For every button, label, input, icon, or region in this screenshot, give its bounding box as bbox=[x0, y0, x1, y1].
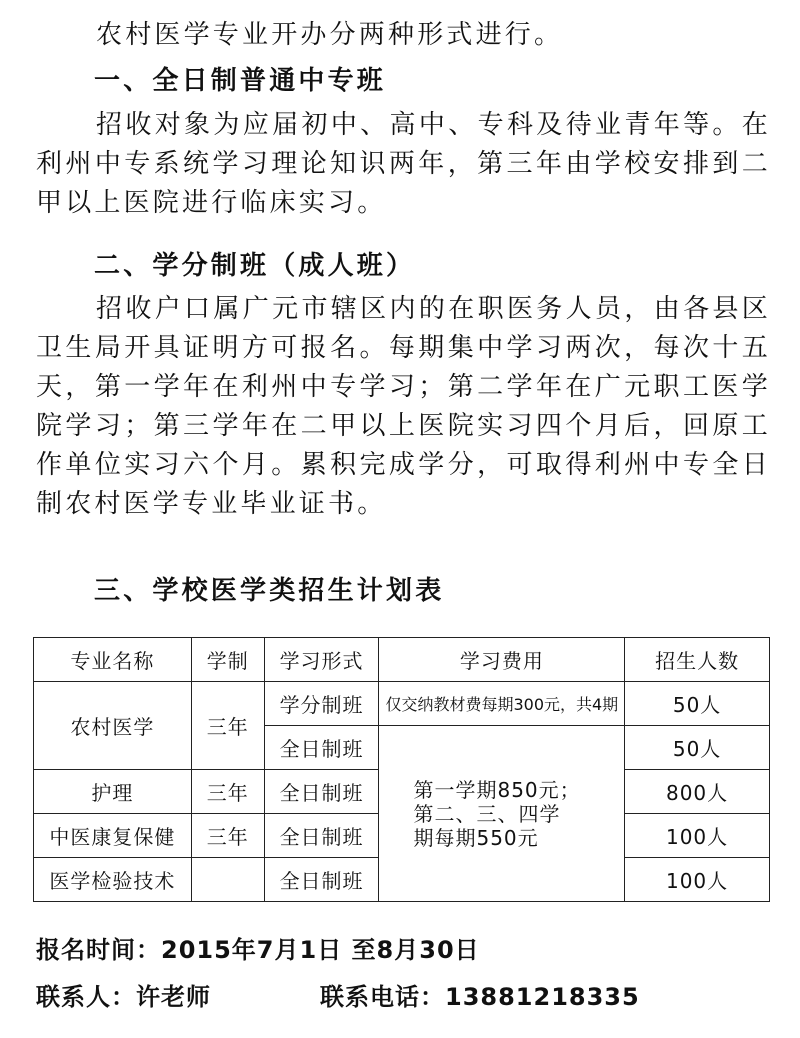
enrollment-plan-table bbox=[33, 637, 770, 902]
fee-line: 第二、三、四学 bbox=[413, 801, 561, 826]
cell-major: 农村医学 bbox=[34, 682, 192, 770]
cell-form: 学分制班 bbox=[264, 682, 379, 726]
table-row bbox=[34, 682, 770, 726]
table-header-row bbox=[34, 638, 770, 682]
header-fee: 学习费用 bbox=[379, 638, 625, 682]
cell-form: 全日制班 bbox=[264, 726, 379, 770]
cell-duration bbox=[191, 858, 264, 902]
cell-count: 50人 bbox=[625, 682, 770, 726]
cell-count: 50人 bbox=[625, 726, 770, 770]
cell-form: 全日制班 bbox=[264, 814, 379, 858]
header-major: 专业名称 bbox=[34, 638, 192, 682]
cell-fee: 仅交纳教材费每期300元，共4期 bbox=[379, 682, 625, 726]
section2-body: 招收户口属广元市辖区内的在职医务人员，由各县区卫生局开具证明方可报名。每期集中学习两次，每次十五天，第一学年在利州中专学习；第二学年在广元职工医学院学习；第三学年在二甲以上医院实习四个月后，回原工作单位实习六个月。累积完成学分，可取得利州中专全日制农村医学专业毕业证书。 bbox=[36, 294, 771, 519]
cell-form: 全日制班 bbox=[264, 770, 379, 814]
section1-heading: 一、全日制普通中专班 bbox=[94, 66, 387, 96]
cell-count: 100人 bbox=[625, 858, 770, 902]
cell-fee-shared bbox=[379, 726, 625, 902]
cell-count: 100人 bbox=[625, 814, 770, 858]
intro-text: 农村医学专业开办分两种形式进行。 bbox=[96, 20, 564, 50]
contact-phone: 联系电话：13881218335 bbox=[320, 983, 640, 1011]
contact-person: 联系人：许老师 bbox=[36, 983, 211, 1011]
fee-line: 期每期550元 bbox=[413, 825, 539, 850]
section3-heading: 三、学校医学类招生计划表 bbox=[94, 576, 445, 606]
signup-time: 报名时间：2015年7月1日 至8月30日 bbox=[36, 936, 480, 964]
section2-heading: 二、学分制班（成人班） bbox=[94, 251, 416, 281]
cell-duration: 三年 bbox=[191, 682, 264, 770]
cell-duration: 三年 bbox=[191, 814, 264, 858]
cell-form: 全日制班 bbox=[264, 858, 379, 902]
header-count: 招生人数 bbox=[625, 638, 770, 682]
cell-major: 护理 bbox=[34, 770, 192, 814]
fee-line: 第一学期850元； bbox=[413, 777, 581, 802]
cell-count: 800人 bbox=[625, 770, 770, 814]
section1-body: 招收对象为应届初中、高中、专科及待业青年等。在利州中专系统学习理论知识两年，第三年由学校安排到二甲以上医院进行临床实习。 bbox=[36, 110, 771, 218]
header-form: 学习形式 bbox=[264, 638, 379, 682]
cell-major: 中医康复保健 bbox=[34, 814, 192, 858]
cell-duration: 三年 bbox=[191, 770, 264, 814]
cell-major: 医学检验技术 bbox=[34, 858, 192, 902]
header-duration: 学制 bbox=[191, 638, 264, 682]
